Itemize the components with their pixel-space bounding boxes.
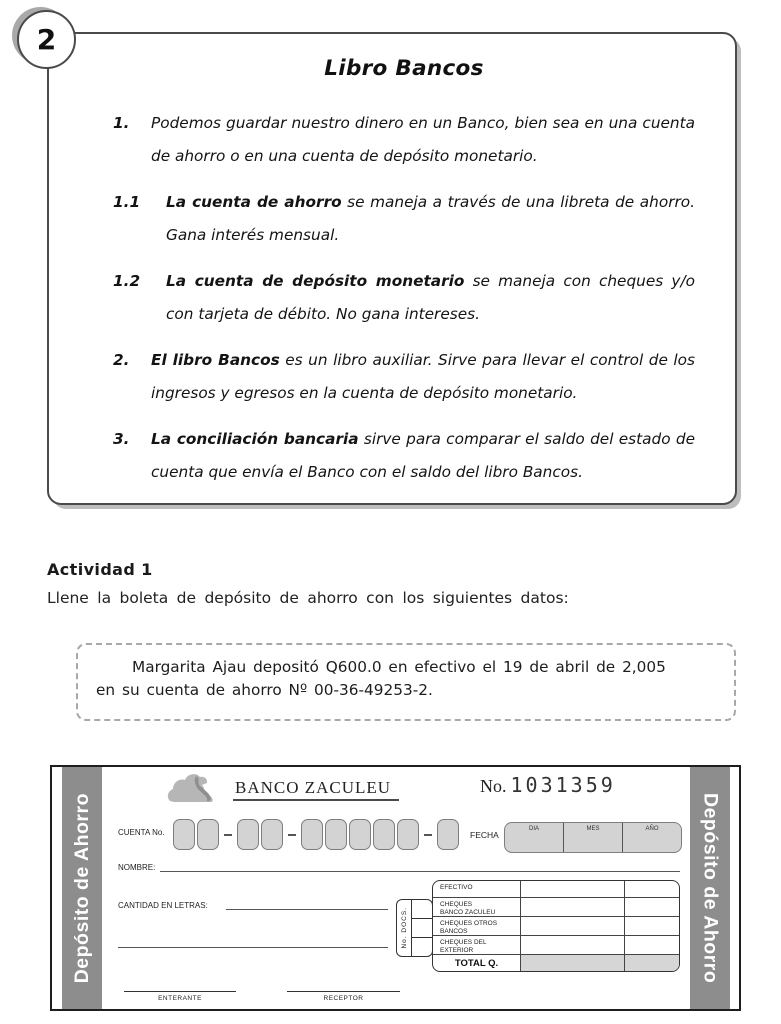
card-title: Libro Bancos: [324, 56, 484, 81]
total-label: TOTAL Q.: [433, 955, 521, 971]
note-line-1: Margarita Ajau depositó Q600.0 en efectivo el 19 de abril de 2,005: [132, 658, 666, 676]
item-body: se maneja con cheques y/o con tarjeta de débito. No gana intereses.: [166, 272, 695, 323]
card-item-2: [113, 344, 695, 410]
slip-right-band-label: Depósito de Ahorro: [699, 792, 722, 984]
item-body: se maneja a través de una libreta de ahorro. Gana interés mensual.: [166, 193, 695, 244]
account-digit-box: [261, 819, 283, 850]
table-row-cheques-banco-zaculeu: [433, 898, 679, 917]
item-lead: El libro Bancos: [151, 351, 280, 369]
account-digit-box: [237, 819, 259, 850]
amount-in-words-line-1: [226, 909, 388, 910]
item-lead: La cuenta de ahorro: [166, 193, 342, 211]
amount-cell: [521, 881, 625, 897]
slip-number: [480, 773, 616, 797]
bank-logo-icon: [164, 770, 228, 807]
account-digit-box: [397, 819, 419, 850]
row-label-line1: CHEQUES OTROS: [440, 920, 498, 927]
date-year-cell: AÑO: [645, 826, 659, 832]
receptor-signature-line: [287, 991, 400, 992]
cents-cell: [625, 936, 679, 954]
account-digit-box: [349, 819, 371, 850]
enterante-label: ENTERANTE: [158, 995, 202, 1002]
card-item-1-2: [113, 265, 695, 331]
item-lead: La conciliación bancaria: [151, 430, 359, 448]
account-number-label: CUENTA No.: [118, 828, 165, 837]
slip-number-label: No.: [480, 776, 507, 796]
receptor-label: RECEPTOR: [323, 995, 364, 1002]
account-digit-box: [197, 819, 219, 850]
name-blank-line: [160, 871, 680, 872]
account-digit-box: [325, 819, 347, 850]
item-number: 1.1: [113, 193, 141, 211]
activity-heading: Actividad 1: [47, 560, 153, 579]
item-body: Podemos guardar nuestro dinero en un Banco, bien sea en una cuenta de ahorro o en una cuenta de depósito monetario.: [151, 114, 695, 165]
account-group-dash: [224, 834, 232, 836]
row-label: [433, 898, 521, 916]
amount-cell: [521, 917, 625, 935]
cents-cell: [625, 881, 679, 897]
num-docs-label: No. DOCS.: [400, 907, 408, 949]
row-label-line1: CHEQUES: [440, 901, 473, 908]
item-number: 2.: [113, 351, 130, 369]
activity-instruction: Llene la boleta de depósito de ahorro con los siguientes datos:: [47, 589, 569, 607]
date-label: FECHA: [470, 830, 499, 840]
item-text: [166, 186, 695, 252]
amount-in-words-line-2: [118, 947, 388, 948]
section-number-badge: [17, 10, 76, 69]
row-label-line2: BANCO ZACULEU: [440, 908, 496, 916]
name-label: NOMBRE:: [118, 863, 156, 872]
account-digit-box: [301, 819, 323, 850]
slip-right-band: [690, 767, 730, 1009]
row-label-line2: BANCOS: [440, 927, 468, 935]
table-row-cheques-otros-bancos: [433, 917, 679, 936]
num-docs-cell: [412, 919, 432, 938]
num-docs-cell: [412, 900, 432, 919]
slip-left-band-label: Depósito de Ahorro: [70, 792, 93, 984]
slip-number-value: 1031359: [510, 773, 616, 797]
amount-in-words-label: CANTIDAD EN LETRAS:: [118, 901, 208, 910]
item-body: sirve para comparar el saldo del estado de cuenta que envía el Banco con el saldo del libro Bancos.: [151, 430, 695, 481]
cents-cell: [625, 898, 679, 916]
slip-left-band: [62, 767, 102, 1009]
amount-cell: [521, 898, 625, 916]
item-body: es un libro auxiliar. Sirve para llevar el control de los ingresos y egresos en la cuenta de depósito monetario.: [151, 351, 695, 402]
account-digit-box: [373, 819, 395, 850]
activity-note-box: [76, 643, 736, 721]
account-group-dash: [288, 834, 296, 836]
item-lead: La cuenta de depósito monetario: [166, 272, 465, 290]
row-label: [433, 936, 521, 954]
table-row-efectivo: [433, 881, 679, 898]
num-docs-label-col: [397, 900, 412, 956]
account-digit-box: [437, 819, 459, 850]
item-text: [151, 344, 695, 410]
total-amount-cell: [521, 955, 625, 971]
row-label: [433, 917, 521, 935]
date-day-cell: DIA: [505, 823, 564, 852]
row-label-line1: CHEQUES DEL: [440, 939, 487, 946]
item-text: [166, 265, 695, 331]
date-box: [504, 822, 682, 853]
table-row-total: [433, 955, 679, 971]
date-month-cell: MES: [564, 823, 623, 852]
enterante-signature-line: [124, 991, 236, 992]
row-label: EFECTIVO: [433, 881, 521, 897]
deposit-amount-table: [432, 880, 680, 972]
libro-bancos-card: [47, 32, 737, 505]
card-item-3: [113, 423, 695, 489]
num-docs-box: [396, 899, 433, 957]
table-row-cheques-del-exterior: [433, 936, 679, 955]
card-item-1: [113, 107, 695, 173]
item-text: [151, 107, 695, 173]
section-number: 2: [36, 23, 57, 56]
item-number: 1.: [113, 114, 130, 132]
account-digit-box: [173, 819, 195, 850]
item-number: 1.2: [113, 272, 141, 290]
amount-cell: [521, 936, 625, 954]
bank-name: BANCO ZACULEU: [233, 778, 399, 801]
total-cents-cell: [625, 955, 679, 971]
note-line-2: en su cuenta de ahorro Nº 00-36-49253-2.: [96, 681, 433, 699]
account-group-dash: [424, 834, 432, 836]
account-number-boxes: [173, 819, 461, 850]
item-text: [151, 423, 695, 489]
card-item-1-1: [113, 186, 695, 252]
deposit-slip: [50, 765, 741, 1011]
num-docs-cell: [412, 938, 432, 956]
item-number: 3.: [113, 430, 130, 448]
cents-cell: [625, 917, 679, 935]
row-label-line2: EXTERIOR: [440, 946, 474, 954]
num-docs-cells: [412, 900, 432, 956]
